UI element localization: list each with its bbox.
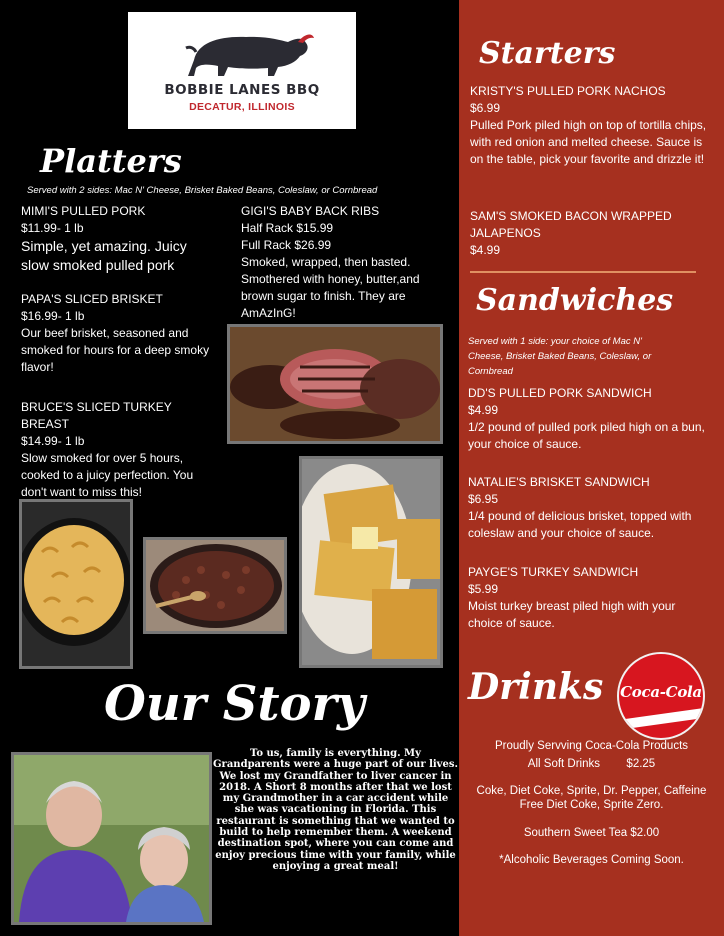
story-text: To us, family is everything. My Grandparents were a huge part of our lives. We lost my Grandfather to liver cancer in 2018. A Short 8 months after that we lost my Grandmother in a car accident while she was vacationing in Florida. This restaurant is something that we wanted to build to help remember them. A weekend destination spot, where you can come and enjoy precious time with your family, while enjoying a great meal! [213, 748, 458, 872]
starters-title: Starters [479, 36, 616, 71]
platters-subtitle: Served with 2 sides: Mac N' Cheese, Brisket Baked Beans, Coleslaw, or Cornbread [27, 185, 378, 196]
platter-item-brisket [21, 291, 211, 376]
drinks-list: Coke, Diet Coke, Sprite, Dr. Pepper, Caffeine Free Diet Coke, Sprite Zero. [476, 785, 707, 811]
coca-cola-wordmark: Coca-Cola [620, 683, 702, 701]
starter-item-nachos [470, 83, 710, 168]
item-desc: Our beef brisket, seasoned and smoked for hours for a deep smoky flavor! [21, 326, 210, 374]
logo-city: DECATUR, ILLINOIS [189, 101, 295, 113]
item-price: $6.95 [468, 492, 499, 506]
bull-logo-icon [128, 12, 356, 82]
drinks-title: Drinks [468, 666, 604, 708]
logo [128, 12, 356, 129]
starter-item-jalapenos [470, 208, 680, 259]
item-desc: 1/4 pound of delicious brisket, topped with coleslaw and your choice of sauce. [468, 509, 692, 540]
coca-cola-logo [617, 652, 705, 740]
item-desc: Moist turkey breast piled high with your choice of sauce. [468, 599, 676, 630]
item-name: DD'S PULLED PORK SANDWICH [468, 386, 652, 400]
cornbread-photo [299, 456, 443, 668]
item-desc: Simple, yet amazing. Juicy slow smoked pulled pork [21, 238, 187, 273]
platter-item-turkey [21, 399, 211, 501]
drinks-tea: Southern Sweet Tea $2.00 [523, 827, 660, 839]
item-name: BRUCE'S SLICED TURKEY BREAST [21, 400, 172, 431]
drinks-line-1: Proudly Servving Coca-Cola Products [494, 740, 689, 752]
item-name: GIGI'S BABY BACK RIBS [241, 204, 380, 218]
sandwich-item-brisket [468, 474, 713, 542]
item-price: $6.99 [470, 101, 501, 115]
drinks-soft-row [459, 757, 724, 771]
logo-name: BOBBIE LANES BBQ [164, 82, 320, 98]
item-name: PAYGE'S TURKEY SANDWICH [468, 565, 639, 579]
item-desc: Smoked, wrapped, then basted. Smothered with honey, butter,and brown sugar to finish. They are AmAzInG! [241, 255, 420, 320]
sandwiches-subtitle: Served with 1 side: your choice of Mac N' Cheese, Brisket Baked Beans, Coleslaw, or Cornbread [468, 336, 652, 377]
grandparents-photo [11, 752, 212, 925]
item-price: $11.99- 1 lb [21, 221, 84, 235]
item-desc: Slow smoked for over 5 hours, cooked to a juicy perfection. You don't want to miss this! [21, 451, 194, 499]
item-name: MIMI'S PULLED PORK [21, 204, 146, 218]
drinks-alcohol: *Alcoholic Beverages Coming Soon. [499, 854, 684, 866]
item-price: $4.99 [470, 243, 501, 257]
platter-item-ribs [241, 203, 431, 322]
mac-and-cheese-photo [19, 499, 133, 669]
soft-drinks-price: $2.25 [626, 758, 656, 770]
sandwiches-title: Sandwiches [476, 283, 674, 318]
platter-item-pulled-pork [21, 203, 211, 275]
sandwich-item-turkey [468, 564, 713, 632]
item-price: $4.99 [468, 403, 499, 417]
item-name: KRISTY'S PULLED PORK NACHOS [470, 84, 666, 98]
item-price: $14.99- 1 lb [21, 434, 85, 448]
sandwich-item-pulled-pork [468, 385, 713, 453]
soft-drinks-label: All Soft Drinks [527, 758, 601, 770]
item-name: PAPA'S SLICED BRISKET [21, 292, 163, 306]
item-name: NATALIE'S BRISKET SANDWICH [468, 475, 650, 489]
item-price: $16.99- 1 lb [21, 309, 85, 323]
baked-beans-photo [143, 537, 287, 634]
section-divider [470, 271, 696, 273]
item-price: $5.99 [468, 582, 499, 596]
item-desc: Pulled Pork piled high on top of tortilla chips, with red onion and melted cheese. Sauce is on the table, pick your favorite and drizzle it! [470, 118, 707, 166]
story-title: Our Story [104, 676, 365, 732]
brisket-photo [227, 324, 443, 444]
item-price-half: Half Rack $15.99 [241, 221, 334, 235]
item-price-full: Full Rack $26.99 [241, 238, 332, 252]
item-desc: 1/2 pound of pulled pork piled high on a bun, your choice of sauce. [468, 420, 705, 451]
platters-title: Platters [40, 142, 182, 180]
item-name: SAM'S SMOKED BACON WRAPPED JALAPENOS [470, 209, 672, 240]
